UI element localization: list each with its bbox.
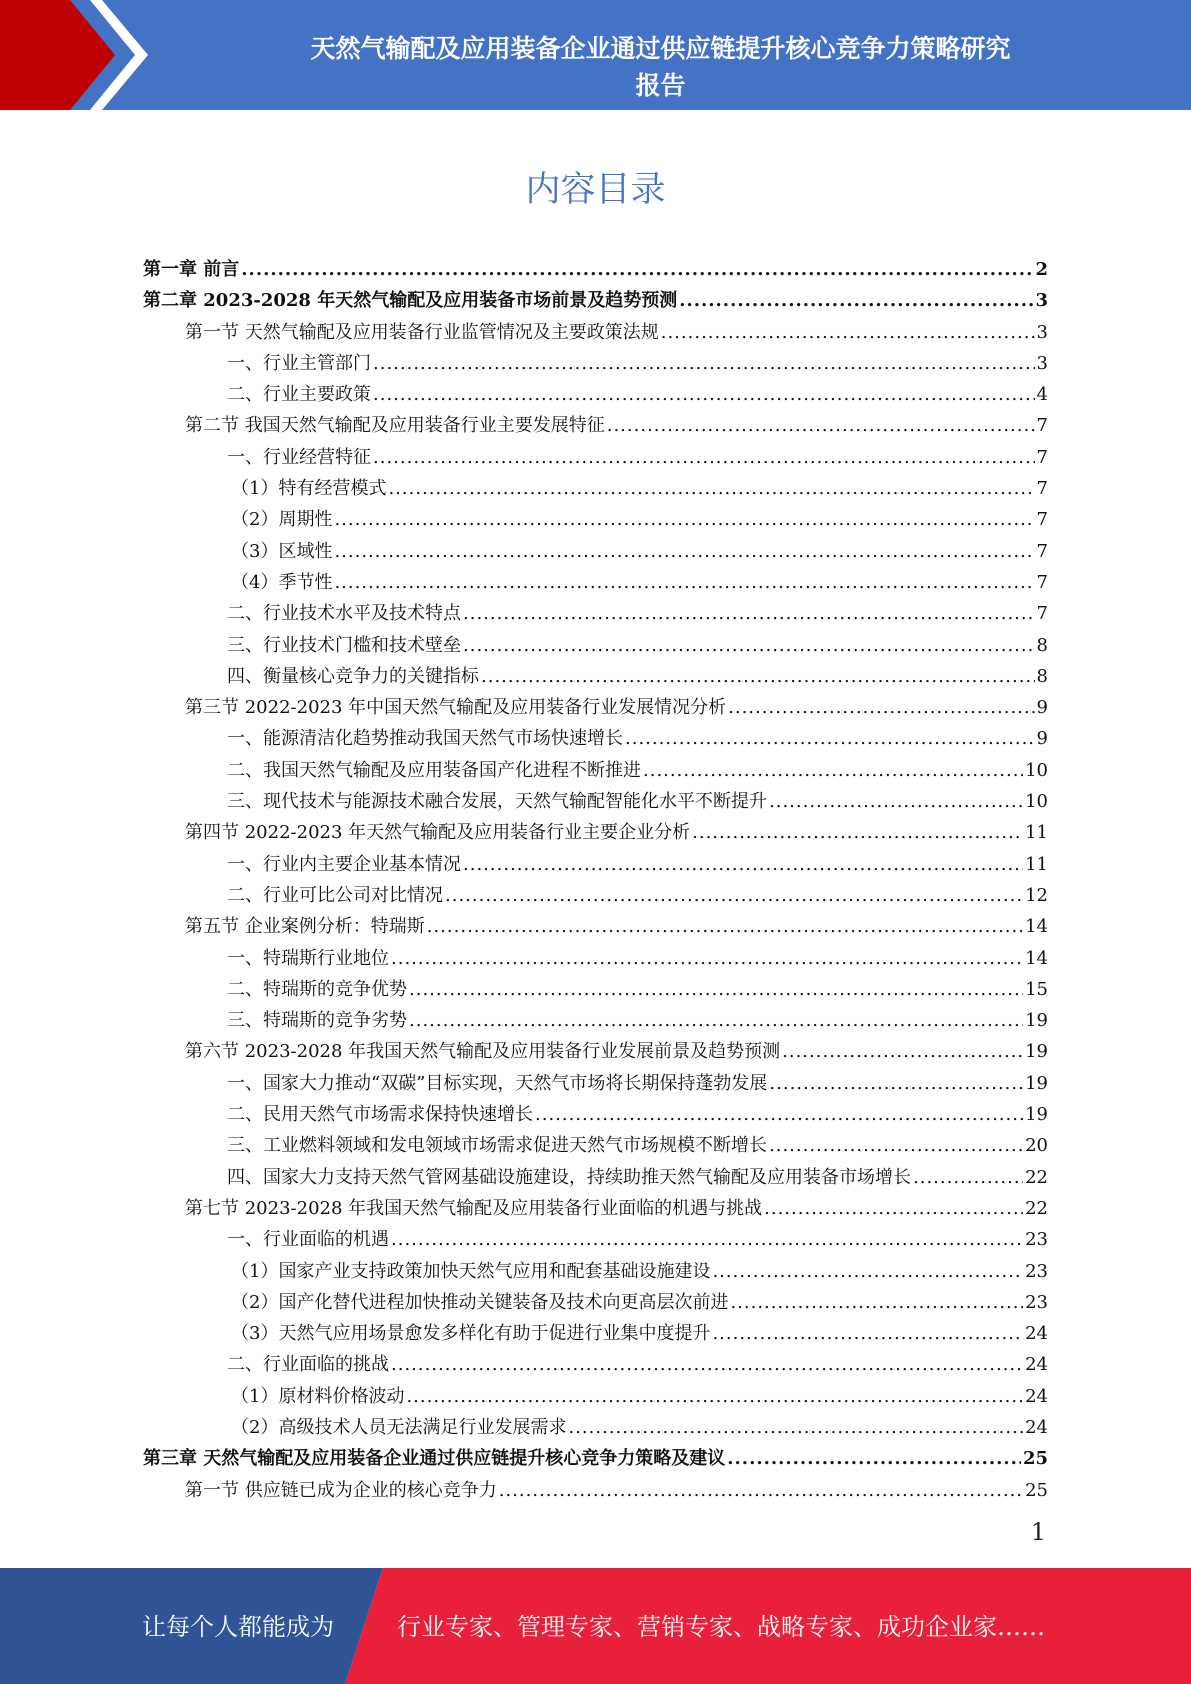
toc-entry-page: 8 — [1036, 665, 1048, 687]
toc-entry[interactable] — [143, 567, 1048, 598]
toc-entry-page: 14 — [1025, 916, 1048, 938]
toc-entry-page: 7 — [1036, 415, 1048, 437]
toc-entry-leader — [679, 285, 1033, 316]
toc-entry-leader — [445, 880, 1023, 911]
toc-entry-title: 二、行业可比公司对比情况 — [227, 884, 443, 906]
toc-entry[interactable] — [143, 1005, 1048, 1036]
toc-entry-leader — [712, 1318, 1023, 1349]
toc-entry-title: 第二节 我国天然气输配及应用装备行业主要发展特征 — [185, 415, 605, 437]
toc-entry[interactable] — [143, 880, 1048, 911]
toc-entry-page: 9 — [1036, 728, 1048, 750]
toc-entry[interactable] — [143, 473, 1048, 504]
toc-entry-title: 三、现代技术与能源技术融合发展，天然气输配智能化水平不断提升 — [227, 791, 767, 813]
toc-entry-leader — [607, 410, 1035, 441]
toc-entry-page: 19 — [1025, 1010, 1048, 1032]
toc-entry-page: 14 — [1025, 947, 1048, 969]
toc-entry-leader — [241, 254, 1033, 285]
toc-entry-title: 一、行业面临的机遇 — [227, 1229, 389, 1251]
toc-entry[interactable] — [143, 1099, 1048, 1130]
toc-entry[interactable] — [143, 504, 1048, 535]
footer-slogan-right: 行业专家、管理专家、营销专家、战略专家、成功企业家…… — [397, 1613, 1045, 1641]
toc-entry-page: 7 — [1036, 478, 1048, 500]
toc-entry-page: 23 — [1025, 1260, 1048, 1282]
toc-entry[interactable] — [143, 254, 1048, 285]
toc-entry-leader — [334, 567, 1034, 598]
toc-entry-page: 19 — [1025, 1072, 1048, 1094]
toc-entry-title: 四、国家大力支持天然气管网基础设施建设，持续助推天然气输配及应用装备市场增长 — [227, 1166, 911, 1188]
toc-entry-page: 19 — [1025, 1104, 1048, 1126]
toc-entry-page: 23 — [1025, 1229, 1048, 1251]
toc-entry-leader — [427, 911, 1023, 942]
toc-entry-leader — [409, 1005, 1023, 1036]
toc-entry[interactable] — [143, 723, 1048, 754]
toc-entry-title: 二、行业面临的挑战 — [227, 1354, 389, 1376]
toc-entry-leader — [391, 943, 1023, 974]
toc-entry-page: 25 — [1022, 1448, 1048, 1470]
toc-entry[interactable] — [143, 1412, 1048, 1443]
toc-entry-leader — [769, 1130, 1023, 1161]
toc-entry-leader — [769, 786, 1023, 817]
toc-entry[interactable] — [143, 849, 1048, 880]
toc-entry[interactable] — [143, 630, 1048, 661]
toc-entry-page: 7 — [1036, 571, 1048, 593]
toc-entry-title: 第六节 2023-2028 年我国天然气输配及应用装备行业发展前景及趋势预测 — [185, 1041, 781, 1063]
toc-entry-leader — [661, 317, 1035, 348]
toc-entry-title: 第三节 2022-2023 年中国天然气输配及应用装备行业发展情况分析 — [185, 697, 727, 719]
toc-entry-title: 一、行业主管部门 — [227, 352, 371, 374]
toc-entry-page: 24 — [1025, 1385, 1048, 1407]
toc-entry-title: 三、工业燃料领域和发电领域市场需求促进天然气市场规模不断增长 — [227, 1135, 767, 1157]
toc-entry-page: 7 — [1036, 446, 1048, 468]
toc-entry-leader — [391, 1224, 1023, 1255]
toc-entry[interactable] — [143, 692, 1048, 723]
toc-entry[interactable] — [143, 285, 1048, 316]
toc-entry-title: （2）高级技术人员无法满足行业发展需求 — [231, 1416, 567, 1438]
toc-entry[interactable] — [143, 974, 1048, 1005]
toc-entry-page: 12 — [1025, 884, 1048, 906]
toc-entry-title: 一、行业经营特征 — [227, 446, 371, 468]
toc-entry[interactable] — [143, 317, 1048, 348]
toc-entry-page: 9 — [1036, 697, 1048, 719]
toc-entry-title: （1）国家产业支持政策加快天然气应用和配套基础设施建设 — [231, 1260, 711, 1282]
toc-entry-leader — [388, 473, 1034, 504]
toc-entry-page: 7 — [1036, 540, 1048, 562]
toc-entry-title: 第三章 天然气输配及应用装备企业通过供应链提升核心竞争力策略及建议 — [143, 1448, 726, 1470]
toc-entry-title: 一、国家大力推动“双碳”目标实现，天然气市场将长期保持蓬勃发展 — [227, 1072, 768, 1094]
toc-entry-page: 15 — [1025, 978, 1048, 1000]
toc-entry-leader — [463, 849, 1023, 880]
report-header — [0, 0, 1191, 110]
toc-entry-page: 24 — [1025, 1354, 1048, 1376]
toc-entry-title: 一、能源清洁化趋势推动我国天然气市场快速增长 — [227, 728, 623, 750]
toc-entry-leader — [334, 504, 1034, 535]
toc-entry[interactable] — [143, 1193, 1048, 1224]
toc-entry[interactable] — [143, 1318, 1048, 1349]
toc-entry[interactable] — [143, 1287, 1048, 1318]
toc-entry-leader — [391, 1349, 1023, 1380]
toc-entry-leader — [728, 692, 1034, 723]
toc-entry[interactable] — [143, 1036, 1048, 1067]
toc-entry-title: （1）特有经营模式 — [231, 478, 387, 500]
report-title-line2: 报告 — [635, 71, 686, 100]
toc-entry-leader — [373, 379, 1035, 410]
header-arrow-red — [0, 0, 115, 110]
toc-entry-title: （4）季节性 — [231, 571, 333, 593]
toc-entry-title: （1）原材料价格波动 — [231, 1385, 405, 1407]
toc-entry-title: 二、行业技术水平及技术特点 — [227, 603, 461, 625]
toc-entry-title: 第一章 前言 — [143, 259, 240, 280]
toc-entry-leader — [334, 536, 1034, 567]
toc-entry-title: 二、行业主要政策 — [227, 384, 371, 406]
toc-entry-leader — [463, 598, 1035, 629]
toc-entry-title: 二、民用天然气市场需求保持快速增长 — [227, 1104, 533, 1126]
toc-entry-leader — [643, 755, 1023, 786]
toc-entry-leader — [406, 1381, 1023, 1412]
toc-entry[interactable] — [143, 911, 1048, 942]
header-arrow-decoration — [0, 0, 160, 110]
toc-entry-page: 7 — [1036, 603, 1048, 625]
toc-entry-page: 20 — [1025, 1135, 1048, 1157]
toc-entry-page: 24 — [1025, 1416, 1048, 1438]
toc-entry-title: 第四节 2022-2023 年天然气输配及应用装备行业主要企业分析 — [185, 822, 691, 844]
toc-entry-leader — [769, 1068, 1023, 1099]
toc-entry-title: （3）区域性 — [231, 540, 333, 562]
toc-entry-page: 10 — [1025, 759, 1048, 781]
toc-entry-page: 2 — [1035, 259, 1048, 280]
toc-entry-leader — [712, 1256, 1023, 1287]
page-number: 1 — [1030, 1518, 1046, 1546]
toc-entry[interactable] — [143, 943, 1048, 974]
report-title-line1: 天然气输配及应用装备企业通过供应链提升核心竞争力策略研究 — [310, 34, 1011, 63]
toc-entry[interactable] — [143, 1381, 1048, 1412]
toc-entry[interactable] — [143, 786, 1048, 817]
toc-entry-page: 24 — [1025, 1323, 1048, 1345]
toc-entry-page: 3 — [1036, 321, 1048, 343]
toc-entry-title: 一、特瑞斯行业地位 — [227, 947, 389, 969]
toc-entry-leader — [463, 630, 1035, 661]
toc-entry-title: 三、特瑞斯的竞争劣势 — [227, 1010, 407, 1032]
toc-entry-title: 第二章 2023-2028 年天然气输配及应用装备市场前景及趋势预测 — [143, 290, 678, 312]
toc-entry[interactable] — [143, 536, 1048, 567]
toc-entry-page: 3 — [1036, 352, 1048, 374]
toc-entry-leader — [782, 1036, 1023, 1067]
toc-entry-leader — [481, 661, 1035, 692]
table-of-contents — [143, 254, 1048, 1506]
toc-entry-page: 4 — [1036, 384, 1048, 406]
toc-entry[interactable] — [143, 442, 1048, 473]
toc-entry-title: 四、衡量核心竞争力的关键指标 — [227, 665, 479, 687]
toc-entry-title: 第一节 供应链已成为企业的核心竞争力 — [185, 1479, 497, 1501]
toc-entry-leader — [764, 1193, 1023, 1224]
footer-slogan-left: 让每个人都能成为 — [142, 1613, 334, 1641]
toc-entry-page: 23 — [1025, 1291, 1048, 1313]
toc-entry-title: 第七节 2023-2028 年我国天然气输配及应用装备行业面临的机遇与挑战 — [185, 1197, 763, 1219]
toc-entry-title: 一、行业内主要企业基本情况 — [227, 853, 461, 875]
toc-entry-leader — [692, 817, 1023, 848]
toc-entry[interactable] — [143, 379, 1048, 410]
toc-entry-title: 三、行业技术门槛和技术壁垒 — [227, 634, 461, 656]
toc-entry-leader — [373, 348, 1035, 379]
toc-entry[interactable] — [143, 1475, 1048, 1506]
toc-entry[interactable] — [143, 598, 1048, 629]
toc-entry[interactable] — [143, 410, 1048, 441]
toc-entry-leader — [535, 1099, 1023, 1130]
toc-entry-title: （2）周期性 — [231, 509, 333, 531]
toc-entry-title: 二、我国天然气输配及应用装备国产化进程不断推进 — [227, 759, 641, 781]
toc-entry-leader — [913, 1162, 1023, 1193]
toc-entry-page: 25 — [1025, 1479, 1048, 1501]
toc-entry-page: 8 — [1036, 634, 1048, 656]
toc-entry[interactable] — [143, 755, 1048, 786]
toc-entry-title: （2）国产化替代进程加快推动关键装备及技术向更高层次前进 — [231, 1291, 729, 1313]
toc-entry-title: 二、特瑞斯的竞争优势 — [227, 978, 407, 1000]
toc-entry[interactable] — [143, 1256, 1048, 1287]
toc-entry-leader — [568, 1412, 1023, 1443]
toc-entry-page: 10 — [1025, 791, 1048, 813]
toc-heading: 内容目录 — [525, 170, 666, 210]
report-title — [150, 30, 1171, 104]
toc-entry-page: 3 — [1035, 290, 1048, 312]
toc-entry-leader — [373, 442, 1035, 473]
toc-entry-page: 22 — [1025, 1166, 1048, 1188]
toc-entry-page: 11 — [1025, 822, 1048, 844]
toc-entry-title: 第一节 天然气输配及应用装备行业监管情况及主要政策法规 — [185, 321, 659, 343]
toc-entry-title: （3）天然气应用场景愈发多样化有助于促进行业集中度提升 — [231, 1323, 711, 1345]
toc-entry[interactable] — [143, 661, 1048, 692]
toc-entry-page: 7 — [1036, 509, 1048, 531]
toc-entry-leader — [499, 1475, 1023, 1506]
toc-entry[interactable] — [143, 1443, 1048, 1474]
toc-entry-leader — [409, 974, 1023, 1005]
toc-entry-page: 11 — [1025, 853, 1048, 875]
toc-entry-leader — [625, 723, 1035, 754]
toc-entry[interactable] — [143, 1349, 1048, 1380]
toc-entry-title: 第五节 企业案例分析：特瑞斯 — [185, 916, 425, 938]
toc-entry-page: 19 — [1025, 1041, 1048, 1063]
toc-entry[interactable] — [143, 1068, 1048, 1099]
toc-entry[interactable] — [143, 1162, 1048, 1193]
toc-entry-leader — [730, 1287, 1023, 1318]
toc-entry[interactable] — [143, 1224, 1048, 1255]
toc-entry-leader — [727, 1443, 1021, 1474]
toc-entry[interactable] — [143, 348, 1048, 379]
toc-entry-page: 22 — [1025, 1197, 1048, 1219]
toc-entry[interactable] — [143, 1130, 1048, 1161]
report-footer — [0, 1568, 1191, 1684]
toc-entry[interactable] — [143, 817, 1048, 848]
